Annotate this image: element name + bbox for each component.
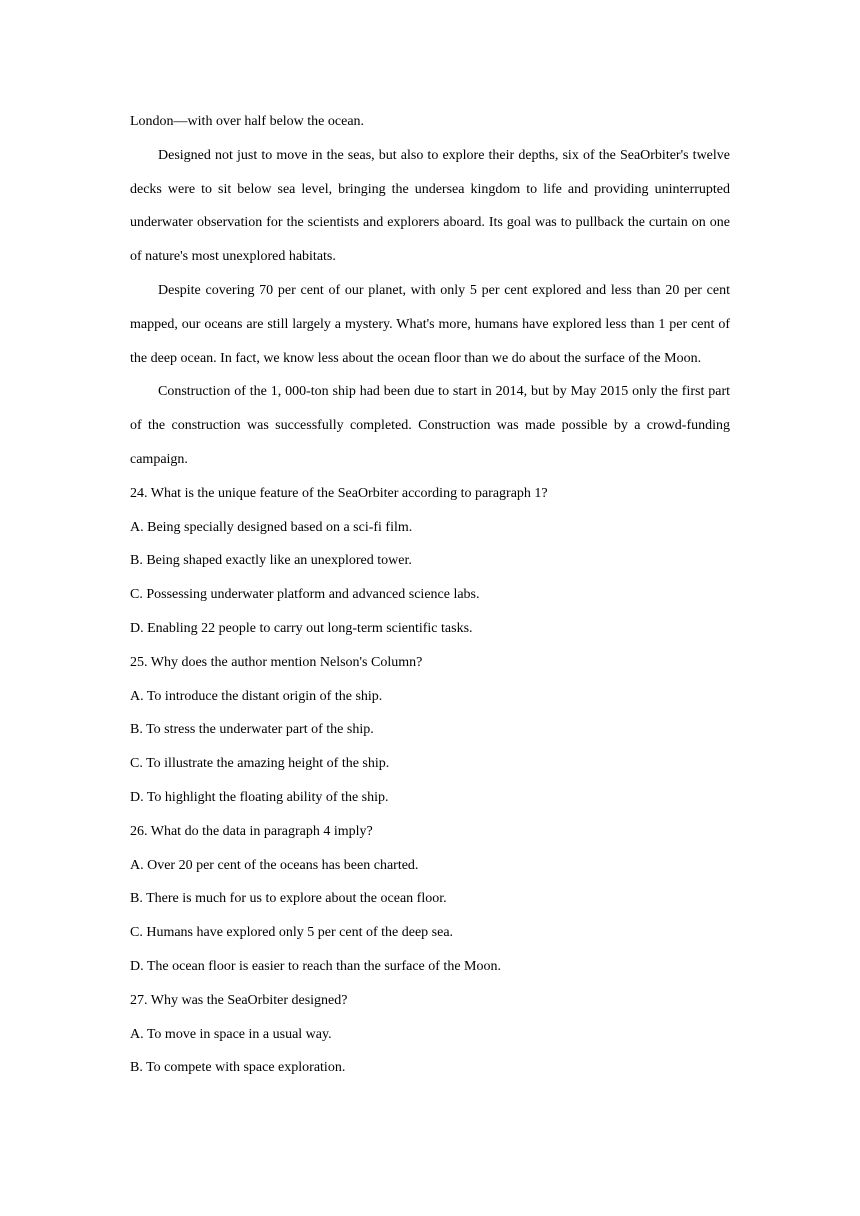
question-stem: 27. Why was the SeaOrbiter designed? [130, 992, 348, 1008]
answer-option-b: B. There is much for us to explore about the ocean floor. [130, 891, 447, 907]
question-24 [130, 477, 730, 646]
question-27 [130, 984, 730, 1085]
question-stem: 26. What do the data in paragraph 4 imply? [130, 823, 373, 839]
question-stem: 24. What is the unique feature of the SeaOrbiter according to paragraph 1? [130, 485, 548, 501]
answer-option-b: B. To stress the underwater part of the ship. [130, 722, 374, 738]
answer-option-d: D. To highlight the floating ability of the ship. [130, 789, 389, 805]
answer-option-d: D. Enabling 22 people to carry out long-term scientific tasks. [130, 620, 473, 636]
question-26 [130, 815, 730, 984]
answer-option-a: A. Over 20 per cent of the oceans has been charted. [130, 857, 419, 873]
answer-option-a: A. To move in space in a usual way. [130, 1026, 332, 1042]
passage-paragraph-continuation: London—with over half below the ocean. [130, 114, 365, 129]
answer-option-a: A. Being specially designed based on a sci-fi film. [130, 519, 413, 535]
question-stem: 25. Why does the author mention Nelson's Column? [130, 654, 423, 670]
document-page [130, 105, 730, 1085]
answer-option-a: A. To introduce the distant origin of the ship. [130, 688, 383, 704]
passage-paragraph-construction: Construction of the 1, 000-ton ship had been due to start in 2014, but by May 2015 only the first part of the construction was successfully completed. Construction was made possible by a crowd-funding campaign. [130, 384, 730, 467]
answer-option-b: B. Being shaped exactly like an unexplored tower. [130, 553, 412, 569]
answer-option-c: C. Possessing underwater platform and advanced science labs. [130, 587, 480, 603]
answer-option-d: D. The ocean floor is easier to reach than the surface of the Moon. [130, 958, 501, 974]
answer-option-b: B. To compete with space exploration. [130, 1060, 346, 1076]
question-25 [130, 646, 730, 815]
passage-paragraph-ocean-facts: Despite covering 70 per cent of our planet, with only 5 per cent explored and less than 20 per cent mapped, our oceans are still largely a mystery. What's more, humans have explored less than 1 per cent of the deep ocean. In fact, we know less about the ocean floor than we do about the surface of the Moon. [130, 282, 730, 366]
answer-option-c: C. To illustrate the amazing height of the ship. [130, 756, 390, 772]
answer-option-c: C. Humans have explored only 5 per cent of the deep sea. [130, 925, 454, 941]
passage-paragraph-deep-exploration: Designed not just to move in the seas, but also to explore their depths, six of the SeaOrbiter's twelve decks were to sit below sea level, bringing the undersea kingdom to life and providing uninterrupted underwater observation for the scientists and explorers aboard. Its goal was to pullback the curtain on one of nature's most unexplored habitats. [130, 147, 730, 265]
